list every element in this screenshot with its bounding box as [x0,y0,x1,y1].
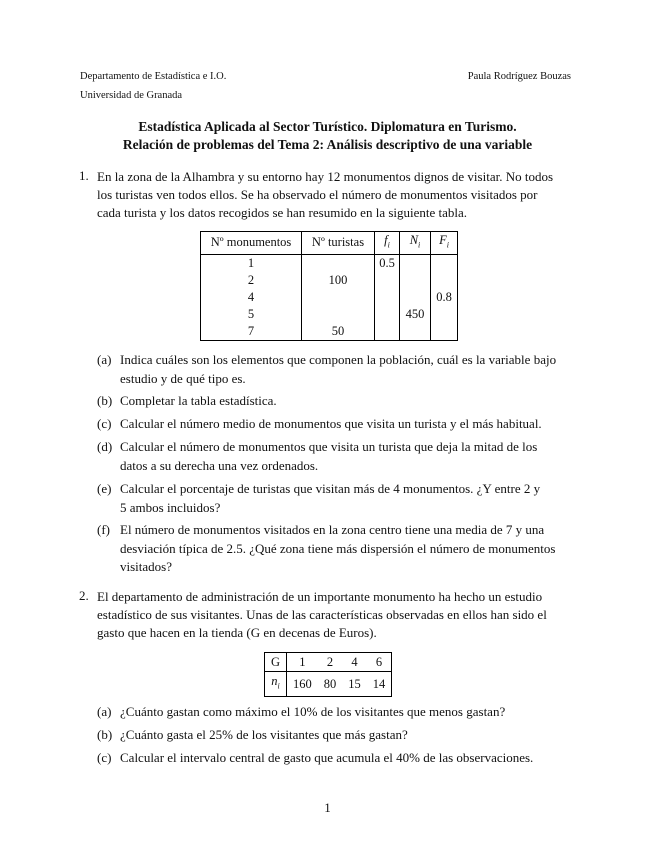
table-row [201,272,458,289]
item-line: Calcular el número medio de monumentos que visita un turista y el más habitual. [120,416,542,431]
item-line: estudio y de qué tipo es. [120,370,246,386]
item-line: ¿Cuánto gastan como máximo el 10% de los visitantes que menos gastan? [120,704,506,719]
page-number: 1 [324,800,331,815]
item-label: (e) [97,481,112,496]
table-cell [400,289,431,306]
statement-line: En la zona de la Alhambra y su entorno hay 12 monumentos dignos de visitar. No todos [97,169,554,184]
problem-1-statement [97,168,577,222]
header-tourists: Nº turistas [302,232,375,255]
item-label: (f) [97,522,110,537]
table-cell [400,272,431,289]
table-cell: 6 [367,653,392,672]
item-label: (b) [97,393,113,408]
title-line-1: Estadística Aplicada al Sector Turístico. Diplomatura en Turismo. [138,119,517,134]
statement-line: estadístico de sus visitantes. Unas de las características observadas en ellos han sido el [97,607,547,622]
table-cell [431,323,458,341]
item-line: datos a su derecha una vez ordenados. [120,457,319,473]
table-cell: 1 [287,653,318,672]
table-cell [375,306,400,323]
problem-1-item-a [97,351,575,388]
title-line-2: Relación de problemas del Tema 2: Análisis descriptivo de una variable [122,137,533,152]
table-cell: 2 [318,653,343,672]
item-line: ¿Cuánto gasta el 25% de los visitantes que más gastan? [120,727,408,742]
university-name: Universidad de Granada [80,90,183,101]
table-cell: 450 [400,306,431,323]
table-cell: 5 [247,306,255,321]
table-cell: 14 [367,672,392,697]
item-line: 5 ambos incluidos? [120,499,221,515]
table-cell: 50 [302,323,375,341]
table-row [265,672,392,697]
problem-2-item-b [97,726,575,745]
row-label-ni: $n_i$ [265,672,287,697]
header-cumulative-abs: $N_i$ [400,232,431,255]
problem-1-number: 1. [79,168,89,183]
table-cell [302,306,375,323]
item-line: desviación típica de 2.5. ¿Qué zona tiene más dispersión el número de monumentos [120,540,556,556]
table-row [265,653,392,672]
table-row [201,323,458,341]
table-cell [431,272,458,289]
problem-1-item-d [97,438,575,475]
problem-2-item-a [97,703,575,722]
statement-line: los turistas ven todos ellos. Se ha observado el número de monumentos visitados por [97,187,538,202]
table-cell: 80 [318,672,343,697]
table-cell: 2 [247,272,255,287]
problem-1-item-f [97,521,575,577]
table-row [201,306,458,323]
statement-line: El departamento de administración de un importante monumento ha hecho un estudio [97,589,543,604]
item-line: visitados? [120,559,172,574]
table-cell [400,254,431,272]
item-label: (c) [97,416,112,431]
table-cell [431,306,458,323]
monuments-frequency-table [200,231,458,341]
item-label: (d) [97,439,113,454]
statement-line: gasto que hacen en la tienda (G en decenas de Euros). [97,625,377,640]
table-cell: 4 [247,289,255,304]
table-row [201,289,458,306]
header-relative-freq: $f_i$ [375,232,400,255]
item-line: El número de monumentos visitados en la zona centro tiene una media de 7 y una [120,522,545,537]
problem-2-statement [97,588,577,642]
problem-2-number: 2. [79,588,89,603]
department-name: Departamento de Estadística e I.O. [80,71,227,82]
header-monuments: Nº monumentos [201,232,302,255]
table-cell: 0.5 [375,254,400,272]
table-cell: 0.8 [431,289,458,306]
item-label: (b) [97,727,113,742]
table-cell [375,323,400,341]
table-cell: 7 [247,323,255,338]
table-cell [302,289,375,306]
table-cell: 4 [342,653,367,672]
table-cell: 160 [287,672,318,697]
table-cell [400,323,431,341]
table-cell: 15 [342,672,367,697]
item-label: (a) [97,352,112,367]
table-cell [375,289,400,306]
statement-line: cada turista y los datos recogidos se han resumido en la siguiente tabla. [97,205,468,220]
item-line: Completar la tabla estadística. [120,393,277,408]
problem-1-item-c [97,415,575,434]
row-label-g: G [265,653,287,672]
item-line: Calcular el intervalo central de gasto que acumula el 40% de las observaciones. [120,750,534,765]
problem-2-item-c [97,749,575,768]
header-cumulative-rel: $F_i$ [431,232,458,255]
problem-1-item-b [97,392,575,411]
item-label: (a) [97,704,112,719]
table-row [201,254,458,272]
table-cell [431,254,458,272]
item-line: Calcular el número de monumentos que visita un turista que deja la mitad de los [120,439,538,454]
item-line: Calcular el porcentaje de turistas que visitan más de 4 monumentos. ¿Y entre 2 y [120,481,541,496]
table-cell: 100 [302,272,375,289]
problem-1-item-e [97,480,575,517]
author-name: Paula Rodríguez Bouzas [467,71,571,82]
item-label: (c) [97,750,112,765]
table-cell [375,272,400,289]
item-line: Indica cuáles son los elementos que componen la población, cuál es la variable bajo [120,352,557,367]
table-cell [302,254,375,272]
table-header-row [201,232,458,255]
table-cell: 1 [247,255,255,270]
spending-frequency-table [264,652,392,697]
